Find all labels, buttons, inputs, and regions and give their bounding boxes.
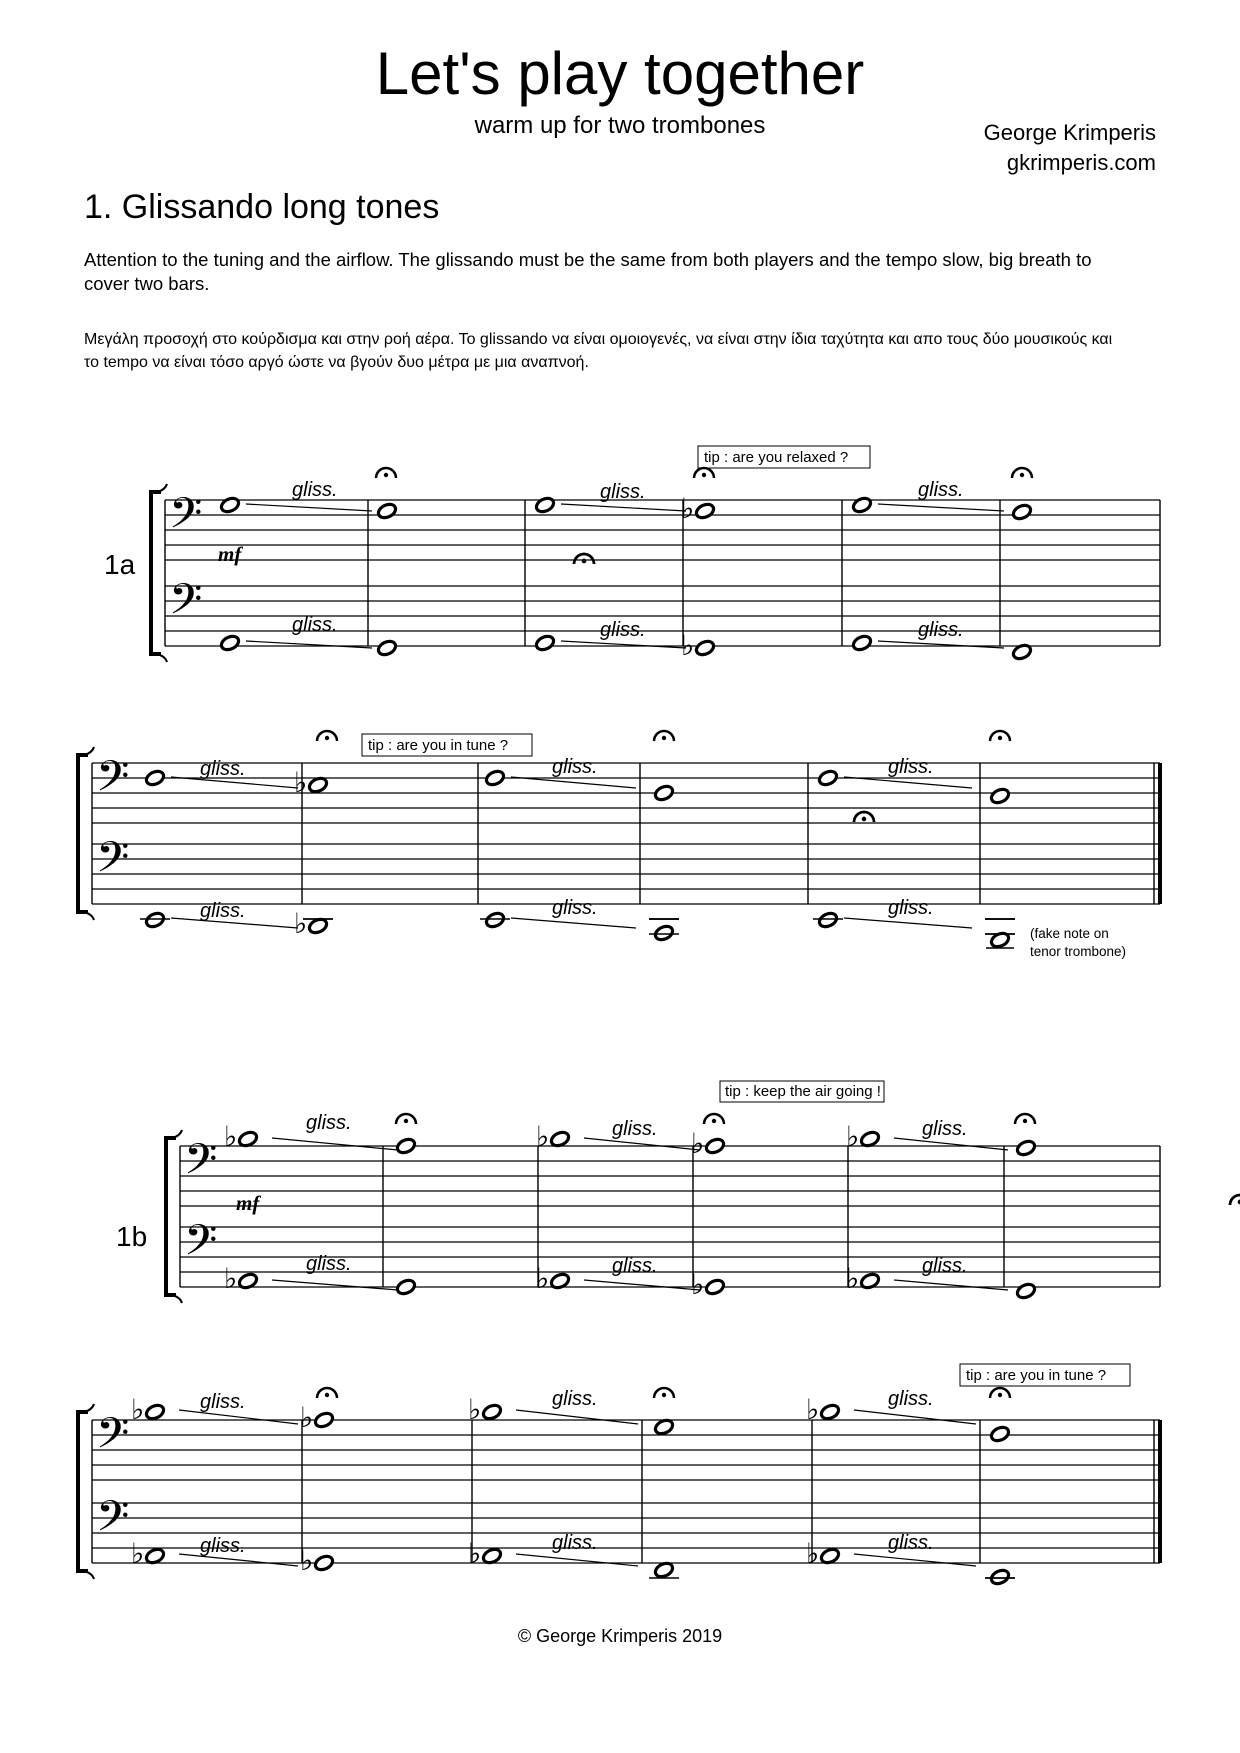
system-bracket <box>151 492 161 654</box>
glissando-label: gliss. <box>612 1255 658 1277</box>
composer-website: gkrimperis.com <box>1006 150 1156 175</box>
whole-note <box>989 1425 1010 1443</box>
bass-clef-icon: 𝄢 <box>96 1410 130 1468</box>
glissando-label: gliss. <box>918 619 964 641</box>
flat-icon: ♭ <box>131 1538 145 1569</box>
glissando-line <box>561 504 686 511</box>
fermata-dot <box>998 1393 1002 1397</box>
whole-note <box>1015 1139 1036 1157</box>
flat-icon: ♭ <box>300 1545 314 1576</box>
flat-icon: ♭ <box>468 1394 482 1425</box>
whole-note <box>851 496 872 514</box>
glissando-line <box>584 1280 700 1290</box>
flat-icon: ♭ <box>536 1263 550 1294</box>
glissando-line <box>878 641 1004 648</box>
glissando-label: gliss. <box>888 1532 934 1554</box>
glissando-line <box>272 1280 398 1290</box>
tip-4 <box>960 1364 1130 1386</box>
bass-clef-icon: 𝄢 <box>96 834 130 892</box>
tip-2 <box>362 734 532 756</box>
page-subtitle: warm up for two trombones <box>474 112 766 139</box>
glissando-label: gliss. <box>200 1535 246 1557</box>
section-title: 1. Glissando long tones <box>84 188 440 226</box>
fermata-dot <box>662 1393 666 1397</box>
whole-note <box>1011 503 1032 521</box>
whole-note <box>376 502 397 520</box>
whole-note <box>144 769 165 787</box>
fake-note-annotation-line2: tenor trombone) <box>1030 944 1127 959</box>
whole-note <box>484 911 505 929</box>
whole-note <box>653 924 674 942</box>
fermata-dot <box>862 817 866 821</box>
whole-note <box>313 1554 334 1572</box>
system-bracket <box>78 1412 88 1571</box>
whole-note <box>989 787 1010 805</box>
glissando-label: gliss. <box>600 481 646 503</box>
glissando-label: gliss. <box>552 1388 598 1410</box>
glissando-line <box>894 1280 1008 1290</box>
glissando-line <box>844 777 972 788</box>
bass-clef-icon: 𝄢 <box>169 490 203 548</box>
flat-icon: ♭ <box>131 1394 145 1425</box>
fermata-dot <box>325 1393 329 1397</box>
tip-3 <box>720 1081 884 1102</box>
whole-note <box>817 769 838 787</box>
tip-4-text: tip : are you in tune ? <box>966 1367 1107 1384</box>
glissando-line <box>511 918 636 928</box>
fermata-dot <box>1023 1119 1027 1123</box>
whole-note <box>694 502 715 520</box>
bass-clef-icon: 𝄢 <box>96 1493 130 1551</box>
glissando-line <box>246 504 372 511</box>
flat-icon: ♭ <box>536 1121 550 1152</box>
glissando-label: gliss. <box>200 1391 246 1413</box>
fermata-dot <box>712 1119 716 1123</box>
whole-note <box>219 496 240 514</box>
whole-note <box>534 634 555 652</box>
whole-note <box>704 1278 725 1296</box>
fermata-dot <box>662 736 666 740</box>
glissando-label: gliss. <box>922 1255 968 1277</box>
glissando-line <box>246 641 372 648</box>
whole-note <box>1015 1282 1036 1300</box>
glissando-label: gliss. <box>888 756 934 778</box>
tip-3-text: tip : keep the air going ! <box>725 1083 881 1100</box>
whole-note <box>534 496 555 514</box>
glissando-line <box>516 1410 638 1424</box>
flat-icon: ♭ <box>691 1128 705 1159</box>
glissando-line <box>878 504 1004 511</box>
glissando-line <box>516 1554 638 1566</box>
dynamic-marking-1b: mf <box>236 1191 260 1215</box>
score-systems <box>78 468 1240 1586</box>
whole-note <box>144 1403 165 1421</box>
glissando-line <box>854 1410 976 1424</box>
glissando-line <box>272 1138 398 1150</box>
flat-icon: ♭ <box>806 1538 820 1569</box>
glissando-label: gliss. <box>552 756 598 778</box>
flat-icon: ♭ <box>681 630 695 661</box>
flat-icon: ♭ <box>681 493 695 524</box>
whole-note <box>817 911 838 929</box>
whole-note <box>481 1403 502 1421</box>
flat-icon: ♭ <box>846 1121 860 1152</box>
bass-clef-icon: 𝄢 <box>96 753 130 811</box>
fake-note-annotation-line1: (fake note on <box>1030 926 1109 941</box>
fermata-dot <box>998 736 1002 740</box>
flat-icon: ♭ <box>294 908 308 939</box>
whole-note <box>219 634 240 652</box>
whole-note <box>376 639 397 657</box>
tip-2-text: tip : are you in tune ? <box>368 737 509 754</box>
exercise-1a-label: 1a <box>104 549 136 580</box>
whole-note <box>144 911 165 929</box>
glissando-label: gliss. <box>612 1118 658 1140</box>
bass-clef-icon: 𝄢 <box>169 576 203 634</box>
system-bracket <box>166 1138 176 1295</box>
glissando-label: gliss. <box>918 479 964 501</box>
bass-clef-icon: 𝄢 <box>184 1217 218 1275</box>
fermata-dot <box>702 473 706 477</box>
whole-note <box>395 1278 416 1296</box>
fermata-dot <box>404 1119 408 1123</box>
glissando-label: gliss. <box>306 1253 352 1275</box>
system-bracket <box>78 755 88 912</box>
flat-icon: ♭ <box>691 1269 705 1300</box>
glissando-label: gliss. <box>552 897 598 919</box>
fermata-dot <box>325 736 329 740</box>
glissando-label: gliss. <box>888 897 934 919</box>
composer-name: George Krimperis <box>983 120 1156 145</box>
flat-icon: ♭ <box>806 1394 820 1425</box>
glissando-label: gliss. <box>888 1388 934 1410</box>
instructions-english: Attention to the tuning and the airflow. The glissando must be the same from both players and the tempo slow, big breath to cover two bars. <box>84 249 1092 294</box>
bass-clef-icon: 𝄢 <box>184 1136 218 1194</box>
whole-note <box>395 1137 416 1155</box>
dynamic-marking-1a: mf <box>218 542 242 566</box>
glissando-line <box>854 1554 976 1566</box>
glissando-label: gliss. <box>306 1112 352 1134</box>
fermata-dot <box>582 559 586 563</box>
fermata-dot <box>384 473 388 477</box>
flat-icon: ♭ <box>224 1121 238 1152</box>
flat-icon: ♭ <box>468 1538 482 1569</box>
glissando-label: gliss. <box>922 1118 968 1140</box>
flat-icon: ♭ <box>846 1263 860 1294</box>
glissando-label: gliss. <box>552 1532 598 1554</box>
fermata-dot <box>1020 473 1024 477</box>
glissando-line <box>844 918 972 928</box>
copyright: © George Krimperis 2019 <box>517 1626 723 1646</box>
glissando-line <box>511 777 636 788</box>
glissando-label: gliss. <box>600 619 646 641</box>
flat-icon: ♭ <box>224 1263 238 1294</box>
whole-note <box>694 639 715 657</box>
exercise-1b-label: 1b <box>116 1221 148 1252</box>
whole-note <box>819 1403 840 1421</box>
whole-note <box>484 769 505 787</box>
whole-note <box>989 1568 1010 1586</box>
tip-1-text: tip : are you relaxed ? <box>704 449 849 466</box>
whole-note <box>313 1411 334 1429</box>
glissando-label: gliss. <box>200 900 246 922</box>
glissando-label: gliss. <box>200 758 246 780</box>
whole-note <box>653 784 674 802</box>
glissando-label: gliss. <box>292 479 338 501</box>
whole-note <box>851 634 872 652</box>
instructions-greek: Μεγάλη προσοχή στο κούρδισμα και στην ροή αέρα. Το glissando να είναι ομοιογενές, να είναι στην ίδια ταχύτητα και απο τους δύο μουσικούς και το tempo να είναι τόσο αργό ώστε να βγούν δυο μέτρα με μια αναπνοή. <box>84 331 1113 371</box>
glissando-line <box>561 641 686 648</box>
glissando-label: gliss. <box>292 614 338 636</box>
flat-icon: ♭ <box>294 767 308 798</box>
flat-icon: ♭ <box>300 1402 314 1433</box>
whole-note <box>704 1137 725 1155</box>
tip-1 <box>698 446 870 468</box>
page-title: Let's play together <box>375 40 865 107</box>
